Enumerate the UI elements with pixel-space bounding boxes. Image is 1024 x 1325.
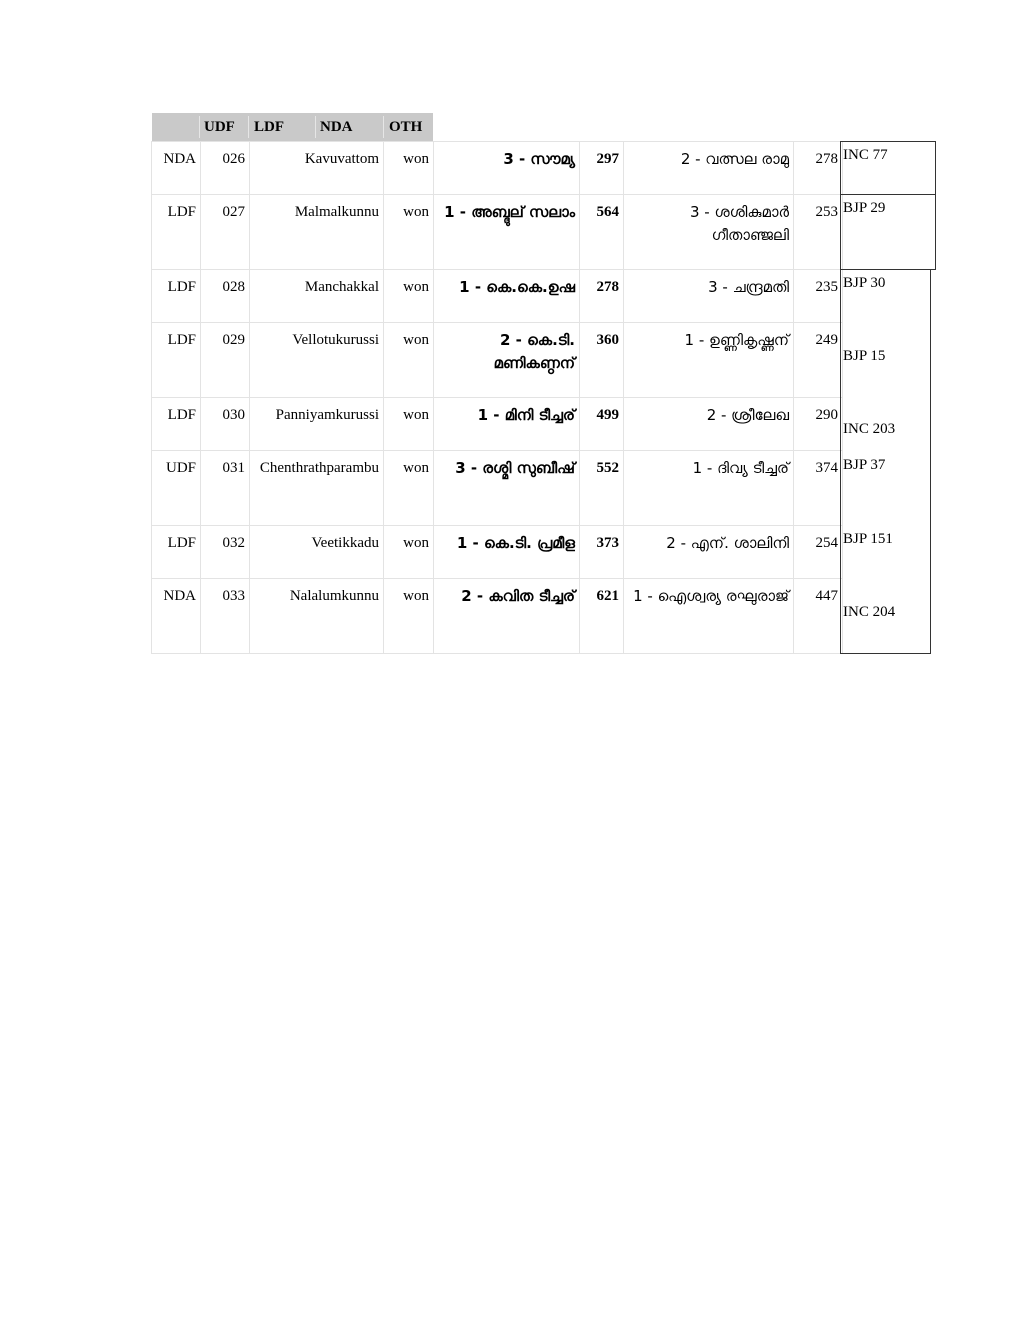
winner-cell: 1 - മിനി ടീച്ചര് [434, 398, 580, 451]
front-cell: NDA [152, 142, 201, 195]
header-divider [383, 116, 384, 138]
runner-up-cell: 3 - ചന്ദ്രമതി [624, 270, 794, 323]
header-bar [152, 113, 433, 141]
ward-no-cell: 028 [201, 270, 250, 323]
table-row [152, 323, 843, 398]
winner-cell: 2 - കെ.ടി. മണികണ്ഠന് [434, 323, 580, 398]
ward-name-cell: Chenthrathparambu [250, 451, 384, 526]
runner-votes-cell: 374 [794, 451, 843, 526]
winner-votes-cell: 564 [580, 195, 624, 270]
status-cell: won [384, 195, 434, 270]
front-cell: LDF [152, 398, 201, 451]
others-label: BJP 151 [843, 531, 893, 547]
header-ldf: LDF [254, 119, 284, 135]
table-row [152, 270, 843, 323]
table-row [152, 451, 843, 526]
winner-cell: 1 - കെ.ടി. പ്രമീള [434, 526, 580, 579]
ward-no-cell: 031 [201, 451, 250, 526]
runner-up-cell: 2 - ശ്രീലേഖ [624, 398, 794, 451]
ward-no-cell: 033 [201, 579, 250, 654]
front-cell: LDF [152, 195, 201, 270]
status-cell: won [384, 270, 434, 323]
runner-votes-cell: 253 [794, 195, 843, 270]
winner-cell: 1 - കെ.കെ.ഉഷ [434, 270, 580, 323]
winner-cell: 1 - അബ്ദുല് സലാം [434, 195, 580, 270]
runner-votes-cell: 278 [794, 142, 843, 195]
ward-no-cell: 029 [201, 323, 250, 398]
ward-name-cell: Manchakkal [250, 270, 384, 323]
runner-up-cell: 1 - ദിവ്യ ടീച്ചര് [624, 451, 794, 526]
winner-votes-cell: 499 [580, 398, 624, 451]
runner-votes-cell: 290 [794, 398, 843, 451]
table-row [152, 526, 843, 579]
runner-votes-cell: 249 [794, 323, 843, 398]
others-label: BJP 29 [843, 200, 886, 216]
winner-votes-cell: 621 [580, 579, 624, 654]
status-cell: won [384, 142, 434, 195]
ward-name-cell: Nalalumkunnu [250, 579, 384, 654]
ward-name-cell: Panniyamkurussi [250, 398, 384, 451]
table-row [152, 142, 843, 195]
runner-up-cell: 2 - വത്സല രാമു [624, 142, 794, 195]
status-cell: won [384, 323, 434, 398]
runner-votes-cell: 447 [794, 579, 843, 654]
ward-no-cell: 026 [201, 142, 250, 195]
others-label: BJP 15 [843, 348, 886, 364]
status-cell: won [384, 398, 434, 451]
runner-votes-cell: 235 [794, 270, 843, 323]
status-cell: won [384, 579, 434, 654]
table-row [152, 195, 843, 270]
ward-no-cell: 030 [201, 398, 250, 451]
ward-no-cell: 032 [201, 526, 250, 579]
winner-votes-cell: 297 [580, 142, 624, 195]
results-table [151, 141, 843, 654]
winner-cell: 2 - കവിത ടീച്ചര് [434, 579, 580, 654]
runner-up-cell: 1 - ഐശ്വര്യ രഘുരാജ് [624, 579, 794, 654]
header-udf: UDF [204, 119, 235, 135]
header-divider [248, 116, 249, 138]
header-divider [315, 116, 316, 138]
runner-up-cell: 1 - ഉണ്ണികൃഷ്ണന് [624, 323, 794, 398]
winner-cell: 3 - രശ്മി സുബീഷ് [434, 451, 580, 526]
front-cell: LDF [152, 323, 201, 398]
others-label: INC 203 [843, 421, 896, 437]
ward-name-cell: Veetikkadu [250, 526, 384, 579]
status-cell: won [384, 451, 434, 526]
front-cell: LDF [152, 270, 201, 323]
front-cell: LDF [152, 526, 201, 579]
winner-votes-cell: 373 [580, 526, 624, 579]
runner-votes-cell: 254 [794, 526, 843, 579]
others-column [840, 141, 936, 654]
front-cell: UDF [152, 451, 201, 526]
status-cell: won [384, 526, 434, 579]
winner-votes-cell: 552 [580, 451, 624, 526]
front-cell: NDA [152, 579, 201, 654]
header-nda: NDA [320, 119, 353, 135]
header-oth: OTH [389, 119, 423, 135]
runner-up-cell: 3 - ശശികുമാർ ഗീതാഞ്ജലി [624, 195, 794, 270]
others-label: BJP 37 [843, 457, 886, 473]
header-divider [199, 116, 200, 138]
others-label: BJP 30 [843, 275, 886, 291]
winner-cell: 3 - സൗമ്യ [434, 142, 580, 195]
ward-name-cell: Vellotukurussi [250, 323, 384, 398]
others-label: INC 204 [843, 604, 896, 620]
ward-name-cell: Malmalkunnu [250, 195, 384, 270]
others-label: INC 77 [843, 147, 888, 163]
ward-no-cell: 027 [201, 195, 250, 270]
ward-name-cell: Kavuvattom [250, 142, 384, 195]
table-row [152, 579, 843, 654]
winner-votes-cell: 360 [580, 323, 624, 398]
winner-votes-cell: 278 [580, 270, 624, 323]
table-row [152, 398, 843, 451]
runner-up-cell: 2 - എന്. ശാലിനി [624, 526, 794, 579]
